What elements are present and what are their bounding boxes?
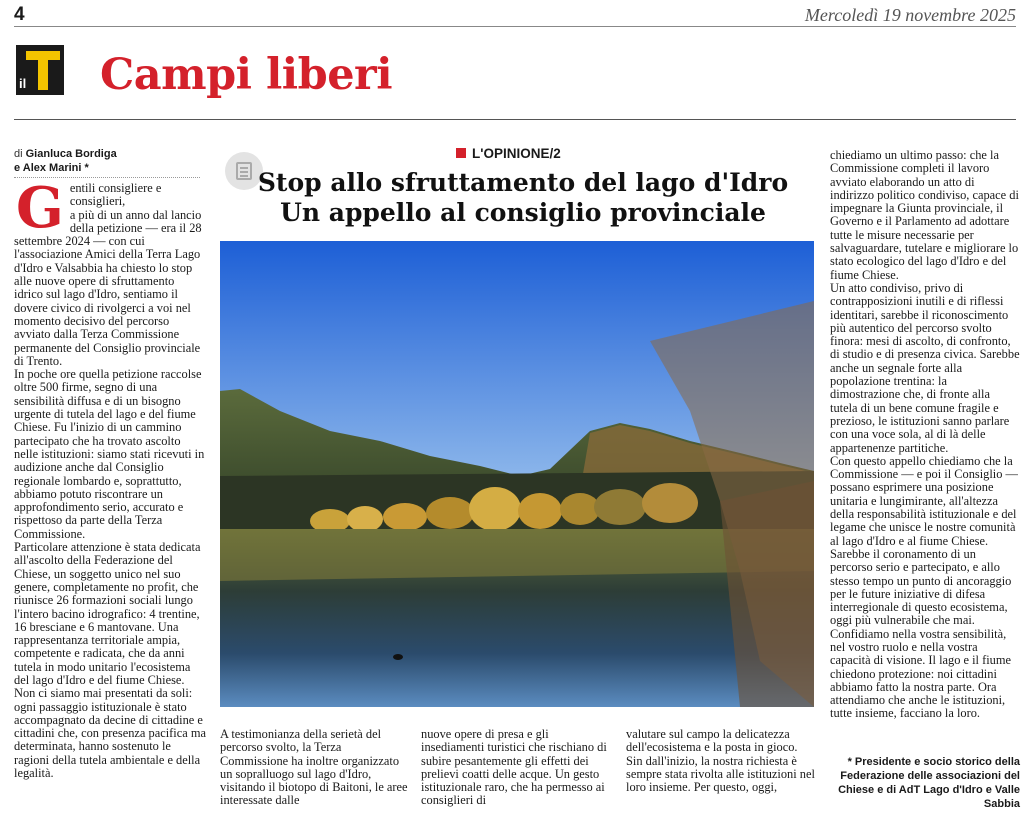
byline-divider: [14, 177, 200, 178]
section-title: Campi liberi: [100, 50, 393, 100]
headline-line-2: Un appello al consiglio provinciale: [280, 198, 766, 227]
paragraph: Non ci siamo mai presentati da soli: ogni passaggio istituzionale è stato accompagnato da decine di cittadine e cittadini che, con presenza pacifica ma determinata, hanno sostenuto le ragioni della tutela ambientale e della legalità.: [14, 686, 206, 781]
article-column-1: [14, 182, 206, 810]
header-divider: [14, 119, 1016, 120]
headline-line-1: Stop allo sfruttamento del lago d'Idro: [257, 168, 789, 197]
paragraph: valutare sul campo la delicatezza dell'ecosistema e la posta in gioco.: [626, 728, 798, 755]
paragraph: Un atto condiviso, privo di contrapposizioni inutili e di riflessi identitari, sarebbe il riconoscimento più autentico del percorso svolto finora: mesi di ascolto, di confronto, di studio e di presenza civica. Sarebbe anche un segnale forte alla popolazione trentina: la dimostrazione che, di fronte alla tutela di un bene comune fragile e prezioso, le istituzioni sanno parlare con una voce sola, al di là delle appartenenze partitiche.: [830, 280, 1020, 455]
paragraph: Sin dall'inizio, la nostra richiesta è sempre stata rivolta alle istituzioni nel loro insieme. Per questo, oggi,: [626, 753, 815, 795]
headline: [228, 168, 818, 228]
paragraph: a più di un anno dal lancio della petizione — era il 28 settembre 2024 — con cui l'associazione Amici della Terra Lago d'Idro e Valsabbia ha chiesto lo stop alle nuove opere di sfruttamento idrico sul lago d'Idro, sentiamo il dovere civico di rivolgerci a voi nel momento decisivo del percorso avviato dalla Terza Commissione permanente del Consiglio provinciale di Trento.: [14, 207, 202, 368]
paragraph: chiediamo un ultimo passo: che la Commissione completi il lavoro avviato elaborando un atto di indirizzo politico condiviso, capace di impegnare la Giunta provinciale, il Governo e il Parlamento ad adottare tutte le misure necessarie per salvaguardare, tutelare e migliorare lo stato ecologico del lago d'Idro e del fiume Chiese.: [830, 149, 1019, 282]
paragraph: entili consigliere e consiglieri,: [69, 182, 162, 209]
logo-text: il: [19, 76, 27, 91]
logo-t-stem: [38, 60, 48, 90]
drop-cap: G: [16, 182, 64, 241]
article-bottom-column-3: [626, 728, 816, 810]
paragraph: Particolare attenzione è stata dedicata all'ascolto della Federazione del Chiese, un soggetto unico nel suo genere, completamente no profit, che riunisce 26 formazioni sociali lungo l'intero bacino idrografico: 4 trentine, 16 bresciane e 6 mantovane. Una rappresentanza territoriale ampia, competente e radicata, che da anni tutela in modo unitario l'ecosistema del lago d'Idro e del fiume Chiese.: [14, 540, 201, 687]
logo-t-bar: [26, 51, 60, 60]
author-footnote: * Presidente e socio storico della Federazione delle associazioni del Chiese e di AdT Lago d'Idro e Valle Sabbia: [838, 756, 1020, 810]
paragraph: Con questo appello chiediamo che la Commissione — e poi il Consiglio — possano esprimere una posizione unitaria e lungimirante, all'altezza della responsabilità istituzionale e del legame che unisce le nostre comunità al lago d'Idro e al fiume Chiese. Sarebbe il coronamento di un percorso serio e partecipato, e allo stesso tempo un punto di ancoraggio per le future iniziative di difesa interregionale di questo ecosistema, oggi più vulnerabile che mai.: [830, 453, 1018, 628]
paragraph: In poche ore quella petizione raccolse oltre 500 firme, segno di una sensibilità diffusa e di un bisogno urgente di tutela del lago e del fiume Chiese. Fu l'inizio di un cammino partecipato che ha trovato ascolto nelle istituzioni: siamo stati ricevuti in audizione anche dal Consiglio regionale lombardo e, soprattutto, abbiamo potuto riscontrare un approfondimento serio, accurato e rispettoso da parte della Terza Commissione.: [14, 367, 205, 541]
article-column-5: [830, 149, 1020, 761]
page-number: 4: [14, 4, 25, 25]
article-bottom-column-2: nuove opere di presa e gli insediamenti turistici che rischiano di subire pesantemente gli effetti dei prelievi coatti delle acque. Un gesto istituzionale raro, che ha permesso ai consiglieri di: [421, 728, 607, 808]
publication-date: Mercoledì 19 novembre 2025: [804, 5, 1016, 25]
opinion-kicker: [456, 146, 561, 161]
top-divider: [14, 26, 1016, 27]
byline-prefix: di: [14, 148, 23, 160]
lake-photo-illustration: [220, 241, 814, 707]
paragraph: Confidiamo nella vostra sensibilità, nel vostro ruolo e nella vostra capacità di visione. Il lago e il fiume chiedono protezione: noi cittadini abbiamo fatto la nostra parte. Ora attendiamo che anche le istituzioni, tutte insieme, facciano la loro.: [830, 626, 1011, 721]
lake-photo: [220, 241, 814, 707]
byline: [14, 147, 204, 175]
kicker-square-icon: [456, 148, 466, 158]
byline-authors-line2: e Alex Marini *: [14, 162, 89, 174]
byline-authors-line1: Gianluca Bordiga: [25, 148, 117, 160]
kicker-label: L'OPINIONE/2: [472, 146, 561, 161]
duck-icon: [393, 654, 403, 660]
article-bottom-column-1: A testimonianza della serietà del percorso svolto, la Terza Commissione ha inoltre organizzato un sopralluogo sul lago d'Idro, visitando il biotopo di Baitoni, le aree interessate dalle: [220, 728, 408, 808]
newspaper-logo: [16, 45, 64, 95]
